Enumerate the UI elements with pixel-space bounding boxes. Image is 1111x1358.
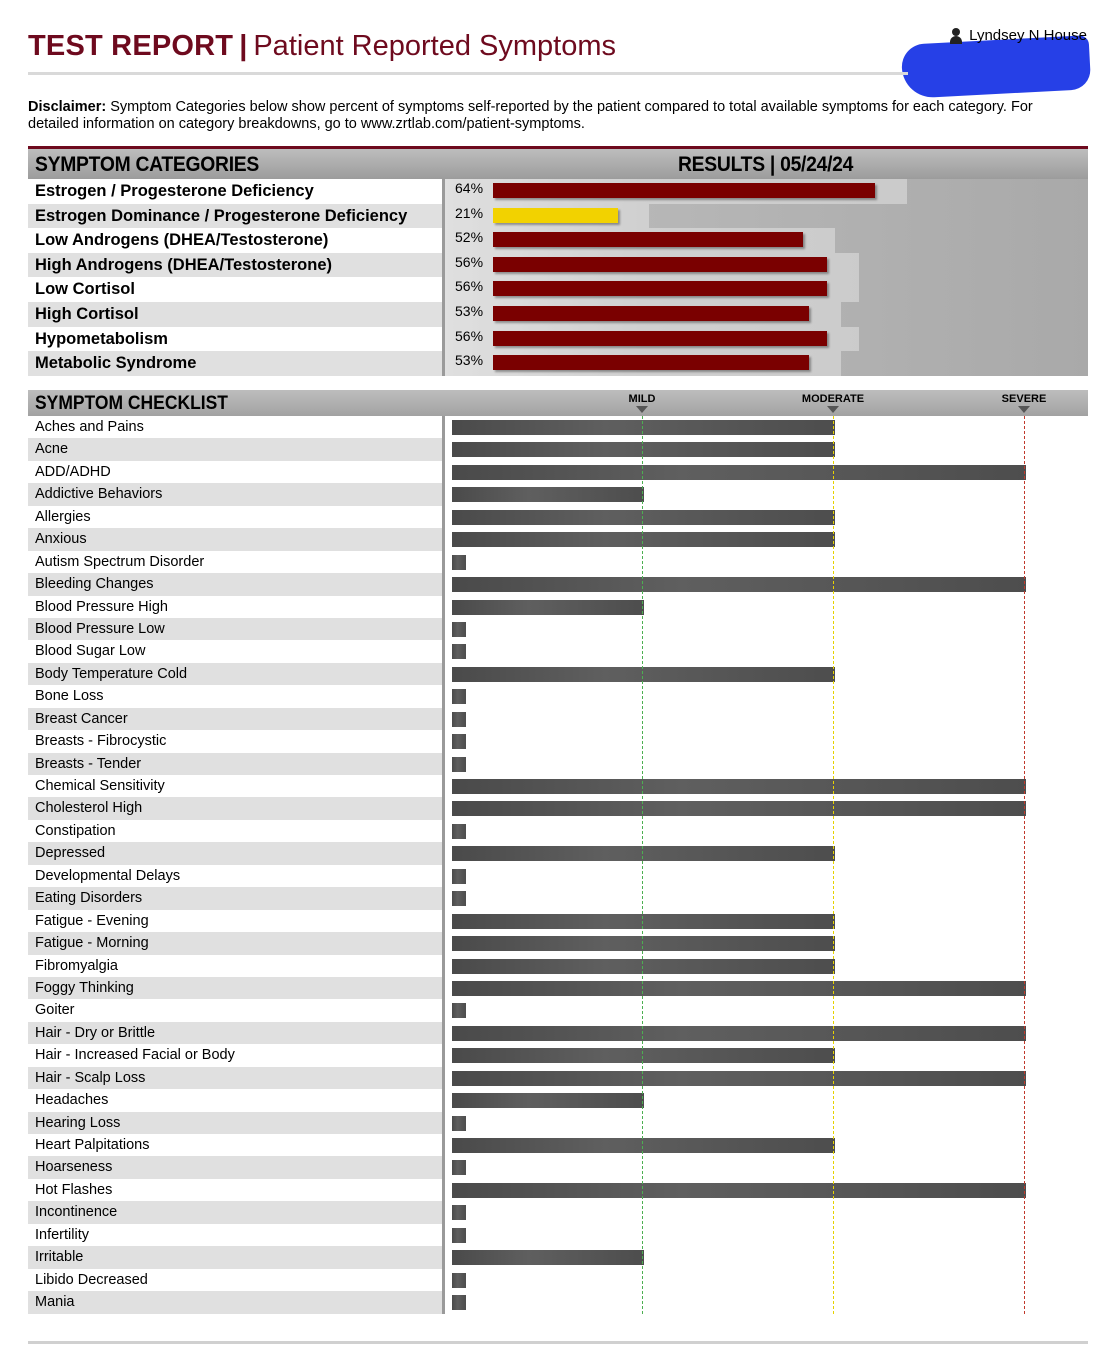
severity-guide-line (833, 416, 834, 1314)
column-separator (442, 640, 445, 662)
column-separator (442, 327, 445, 352)
column-separator (442, 999, 445, 1021)
symptom-label: Constipation (28, 820, 442, 842)
symptom-label: Bone Loss (28, 685, 442, 707)
severity-bar (452, 689, 466, 704)
title-sub: Patient Reported Symptoms (253, 30, 617, 62)
category-label: Hypometabolism (28, 327, 442, 352)
symptom-label: Incontinence (28, 1201, 442, 1223)
severity-bar (452, 1295, 466, 1310)
symptom-label: Chemical Sensitivity (28, 775, 442, 797)
checklist-row (28, 1224, 1088, 1246)
category-percent: 52% (455, 229, 484, 246)
severity-bar (452, 622, 466, 637)
severity-bar (452, 801, 1026, 816)
severity-bar (452, 1250, 644, 1265)
disclaimer (28, 99, 1078, 133)
checklist-row (28, 977, 1088, 999)
categories-list (28, 179, 1088, 376)
category-label: Estrogen / Progesterone Deficiency (28, 179, 442, 204)
symptom-label: Eating Disorders (28, 887, 442, 909)
category-bar (493, 281, 827, 296)
column-separator (442, 1089, 445, 1111)
column-separator (442, 416, 445, 438)
symptom-label: Allergies (28, 506, 442, 528)
severity-bar (452, 510, 835, 525)
column-separator (442, 910, 445, 932)
categories-heading: SYMPTOM CATEGORIES (35, 153, 260, 176)
column-separator (442, 461, 445, 483)
checklist-row (28, 573, 1088, 595)
report-title (28, 30, 616, 63)
checklist-row (28, 887, 1088, 909)
category-row (28, 253, 1088, 278)
scale-label: SEVERE (1001, 393, 1047, 405)
category-percent: 56% (455, 278, 484, 295)
checklist-row (28, 640, 1088, 662)
category-bar (493, 208, 618, 223)
scale-marker-icon (827, 406, 839, 413)
severity-bar (452, 1071, 1026, 1086)
symptom-label: Acne (28, 438, 442, 460)
checklist-row (28, 528, 1088, 550)
severity-bar (452, 644, 466, 659)
person-icon (949, 28, 963, 44)
category-label: High Cortisol (28, 302, 442, 327)
category-row (28, 277, 1088, 302)
symptom-label: Blood Pressure Low (28, 618, 442, 640)
checklist-heading: SYMPTOM CHECKLIST (35, 393, 228, 414)
checklist-row (28, 1067, 1088, 1089)
symptom-label: Goiter (28, 999, 442, 1021)
column-separator (442, 708, 445, 730)
column-separator (442, 1067, 445, 1089)
column-separator (442, 1179, 445, 1201)
symptom-label: Infertility (28, 1224, 442, 1246)
symptom-label: Hot Flashes (28, 1179, 442, 1201)
severity-bar (452, 1093, 644, 1108)
severity-bar (452, 824, 466, 839)
column-separator (442, 528, 445, 550)
checklist-row (28, 506, 1088, 528)
column-separator (442, 228, 445, 253)
symptom-label: Fibromyalgia (28, 955, 442, 977)
disclaimer-label: Disclaimer: (28, 99, 107, 115)
category-bar (493, 257, 827, 272)
symptom-label: Libido Decreased (28, 1269, 442, 1291)
column-separator (442, 573, 445, 595)
checklist-row (28, 1179, 1088, 1201)
symptom-label: Foggy Thinking (28, 977, 442, 999)
symptom-label: Irritable (28, 1246, 442, 1268)
column-separator (442, 1044, 445, 1066)
title-separator: | (239, 30, 248, 62)
column-separator (442, 551, 445, 573)
column-separator (442, 483, 445, 505)
checklist-row (28, 596, 1088, 618)
category-row (28, 351, 1088, 376)
column-separator (442, 955, 445, 977)
header-rule (28, 72, 908, 75)
symptom-label: Cholesterol High (28, 797, 442, 819)
category-bar (493, 306, 809, 321)
title-main: TEST REPORT (28, 30, 234, 62)
checklist-row (28, 1201, 1088, 1223)
checklist-row (28, 416, 1088, 438)
column-separator (442, 1112, 445, 1134)
severity-bar (452, 1138, 835, 1153)
checklist-row (28, 1134, 1088, 1156)
column-separator (442, 842, 445, 864)
category-label: Low Cortisol (28, 277, 442, 302)
scale-label: MODERATE (801, 393, 865, 405)
column-separator (442, 596, 445, 618)
column-separator (442, 820, 445, 842)
severity-bar (452, 555, 466, 570)
severity-bar (452, 779, 1026, 794)
severity-bar (452, 981, 1026, 996)
severity-bar (452, 846, 835, 861)
severity-bar (452, 667, 835, 682)
checklist-row (28, 461, 1088, 483)
symptom-label: Body Temperature Cold (28, 663, 442, 685)
checklist-row (28, 1269, 1088, 1291)
category-label: Estrogen Dominance / Progesterone Deficiency (28, 204, 442, 229)
category-label: Metabolic Syndrome (28, 351, 442, 376)
checklist-row (28, 1112, 1088, 1134)
checklist-header (28, 390, 1088, 416)
column-separator (442, 1291, 445, 1313)
checklist-row (28, 1291, 1088, 1313)
checklist-row (28, 820, 1088, 842)
category-percent: 64% (455, 180, 484, 196)
severity-bar (452, 1205, 466, 1220)
symptom-label: Hair - Scalp Loss (28, 1067, 442, 1089)
severity-bar (452, 1183, 1026, 1198)
checklist-row (28, 1022, 1088, 1044)
severity-bar (452, 869, 466, 884)
symptom-label: Hair - Dry or Brittle (28, 1022, 442, 1044)
severity-bar (452, 757, 466, 772)
disclaimer-text: Symptom Categories below show percent of symptoms self-reported by the patient compared to total available symptoms for each category. For detailed information on category breakdowns, go to www.zrtlab.com/patient-symptoms. (28, 99, 1033, 132)
severity-guide-line (642, 416, 643, 1314)
column-separator (442, 1022, 445, 1044)
checklist-row (28, 551, 1088, 573)
severity-bar (452, 577, 1026, 592)
column-separator (442, 438, 445, 460)
column-separator (442, 932, 445, 954)
column-separator (442, 1224, 445, 1246)
column-separator (442, 618, 445, 640)
severity-bar (452, 914, 835, 929)
category-row (28, 302, 1088, 327)
checklist-row (28, 483, 1088, 505)
results-heading: RESULTS | 05/24/24 (678, 153, 854, 176)
category-percent: 56% (455, 327, 484, 344)
severity-bar (452, 420, 835, 435)
checklist-row (28, 618, 1088, 640)
severity-bar (452, 959, 835, 974)
severity-bar (452, 891, 466, 906)
patient-info (949, 27, 1087, 44)
severity-bar (452, 1273, 466, 1288)
column-separator (442, 753, 445, 775)
checklist-row (28, 910, 1088, 932)
checklist-row (28, 1246, 1088, 1268)
checklist-row (28, 999, 1088, 1021)
symptom-label: Fatigue - Evening (28, 910, 442, 932)
category-percent: 53% (455, 302, 484, 319)
column-separator (442, 865, 445, 887)
column-separator (442, 277, 445, 302)
category-row (28, 204, 1088, 229)
symptom-label: Addictive Behaviors (28, 483, 442, 505)
redaction-scribble (901, 35, 1092, 99)
category-bar (493, 331, 827, 346)
symptom-label: Mania (28, 1291, 442, 1313)
patient-name: Lyndsey N House (969, 27, 1087, 44)
severity-bar (452, 1160, 466, 1175)
category-bar (493, 183, 875, 198)
severity-bar (452, 734, 466, 749)
severity-bar (452, 600, 644, 615)
symptom-label: Heart Palpitations (28, 1134, 442, 1156)
categories-header (28, 149, 1088, 179)
checklist-row (28, 730, 1088, 752)
checklist-row (28, 1044, 1088, 1066)
symptom-label: Headaches (28, 1089, 442, 1111)
severity-bar (452, 442, 835, 457)
column-separator (442, 1246, 445, 1268)
column-separator (442, 1156, 445, 1178)
checklist-row (28, 708, 1088, 730)
checklist-list (28, 416, 1088, 1314)
symptom-label: Hoarseness (28, 1156, 442, 1178)
column-separator (442, 775, 445, 797)
category-label: High Androgens (DHEA/Testosterone) (28, 253, 442, 278)
column-separator (442, 977, 445, 999)
checklist-row (28, 753, 1088, 775)
severity-bar (452, 532, 835, 547)
category-bar (493, 232, 803, 247)
severity-bar (452, 1026, 1026, 1041)
category-bar (493, 355, 809, 370)
column-separator (442, 887, 445, 909)
column-separator (442, 730, 445, 752)
checklist-row (28, 663, 1088, 685)
column-separator (442, 204, 445, 229)
column-separator (442, 253, 445, 278)
footer-rule (28, 1341, 1088, 1344)
severity-bar (452, 712, 466, 727)
severity-bar (452, 1003, 466, 1018)
symptom-label: Aches and Pains (28, 416, 442, 438)
column-separator (442, 1134, 445, 1156)
column-separator (442, 179, 445, 204)
severity-bar (452, 1116, 466, 1131)
column-separator (442, 685, 445, 707)
category-row (28, 179, 1088, 204)
checklist-row (28, 775, 1088, 797)
symptom-label: ADD/ADHD (28, 461, 442, 483)
column-separator (442, 797, 445, 819)
symptom-label: Fatigue - Morning (28, 932, 442, 954)
checklist-row (28, 438, 1088, 460)
symptom-label: Hair - Increased Facial or Body (28, 1044, 442, 1066)
checklist-row (28, 865, 1088, 887)
category-row (28, 228, 1088, 253)
checklist-row (28, 797, 1088, 819)
category-row (28, 327, 1088, 352)
column-separator (442, 351, 445, 376)
symptom-label: Blood Pressure High (28, 596, 442, 618)
column-separator (442, 663, 445, 685)
column-separator (442, 302, 445, 327)
checklist-row (28, 1089, 1088, 1111)
symptom-label: Breasts - Fibrocystic (28, 730, 442, 752)
checklist-row (28, 685, 1088, 707)
column-separator (442, 1201, 445, 1223)
scale-marker-icon (636, 406, 648, 413)
category-percent: 53% (455, 352, 484, 369)
symptom-label: Anxious (28, 528, 442, 550)
column-separator (442, 1269, 445, 1291)
category-label: Low Androgens (DHEA/Testosterone) (28, 228, 442, 253)
symptom-label: Breasts - Tender (28, 753, 442, 775)
symptom-label: Hearing Loss (28, 1112, 442, 1134)
symptom-label: Bleeding Changes (28, 573, 442, 595)
checklist-row (28, 1156, 1088, 1178)
symptom-label: Developmental Delays (28, 865, 442, 887)
symptom-label: Autism Spectrum Disorder (28, 551, 442, 573)
column-separator (442, 506, 445, 528)
severity-bar (452, 487, 644, 502)
symptom-label: Blood Sugar Low (28, 640, 442, 662)
symptom-label: Depressed (28, 842, 442, 864)
checklist-row (28, 955, 1088, 977)
category-percent: 21% (455, 204, 484, 221)
category-percent: 56% (455, 253, 484, 270)
severity-guide-line (1024, 416, 1025, 1314)
severity-bar (452, 936, 835, 951)
scale-marker-icon (1018, 406, 1030, 413)
checklist-row (28, 932, 1088, 954)
severity-bar (452, 1048, 835, 1063)
severity-bar (452, 1228, 466, 1243)
symptom-label: Breast Cancer (28, 708, 442, 730)
severity-bar (452, 465, 1026, 480)
scale-label: MILD (628, 393, 656, 405)
checklist-row (28, 842, 1088, 864)
